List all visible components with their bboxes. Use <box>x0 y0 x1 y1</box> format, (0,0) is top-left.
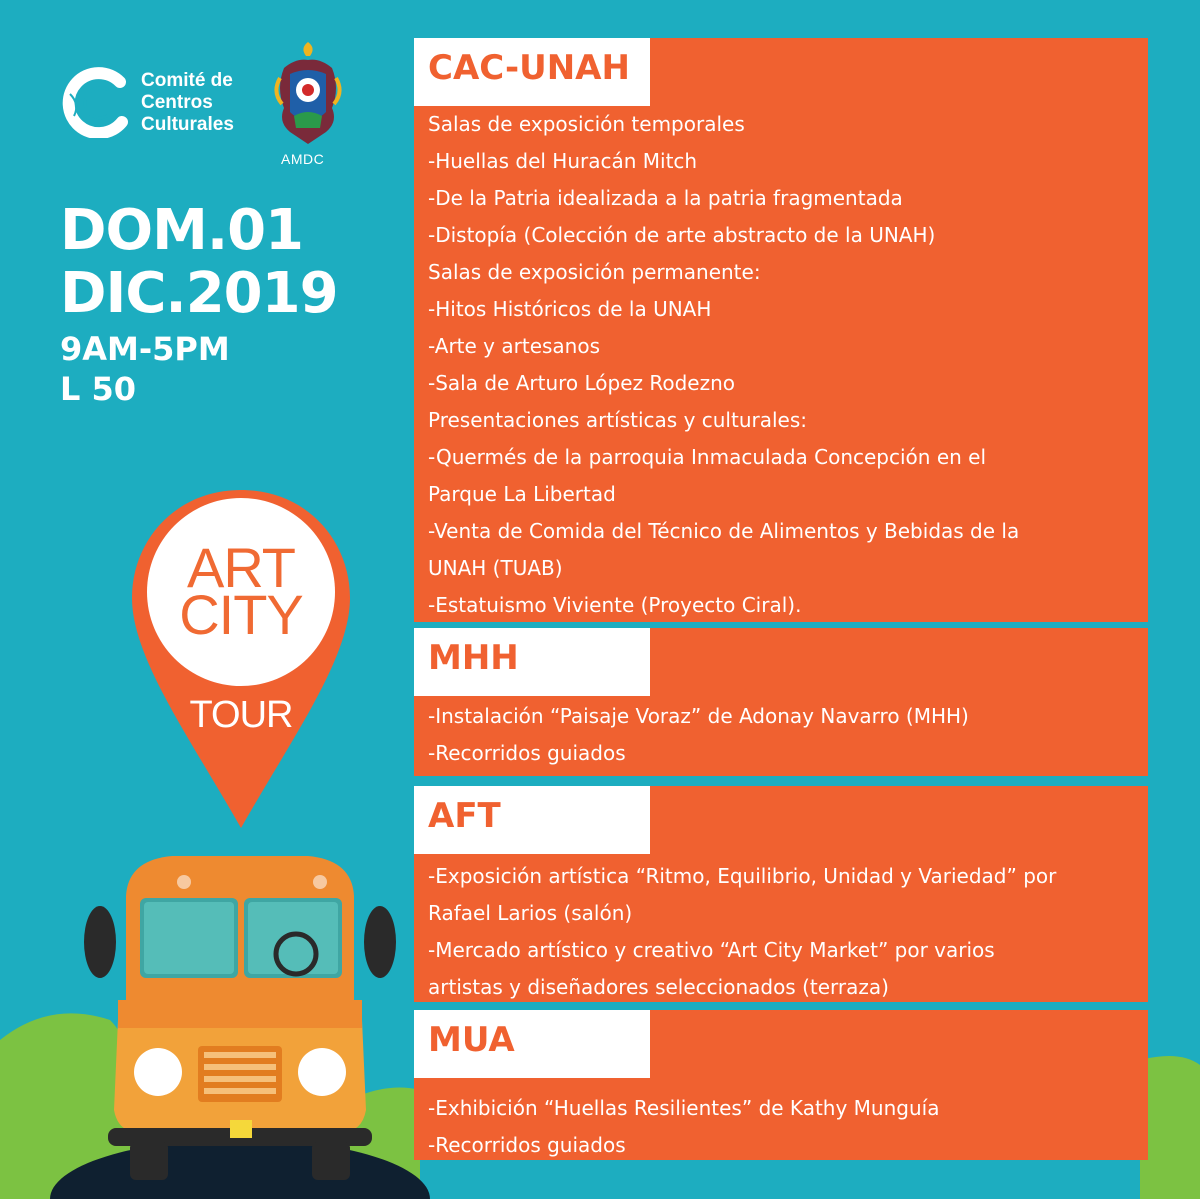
section-header <box>414 786 650 854</box>
list-item: -Quermés de la parroquia Inmaculada Concepción en el <box>428 445 987 469</box>
amdc-label: AMDC <box>281 151 325 167</box>
list-item: Salas de exposición temporales <box>428 112 745 136</box>
section-cac-unah <box>414 38 1148 622</box>
pin-tour-word: TOUR <box>189 694 293 736</box>
school-bus-illustration <box>72 850 408 1180</box>
list-item: -Huellas del Huracán Mitch <box>428 149 698 173</box>
section-mua <box>414 1010 1148 1160</box>
section-title: MHH <box>428 638 519 678</box>
list-item: -Hitos Históricos de la UNAH <box>428 297 712 321</box>
section-header <box>414 628 650 696</box>
list-item: Salas de exposición permanente: <box>428 260 761 284</box>
event-time: 9AM-5PM <box>60 330 230 368</box>
list-item: Parque La Libertad <box>428 482 616 506</box>
amdc-coat-of-arms-icon <box>270 38 346 148</box>
list-item: -Sala de Arturo López Rodezno <box>428 371 736 395</box>
ccc-logo-icon <box>60 64 134 138</box>
section-title: AFT <box>428 796 501 836</box>
list-item: -Mercado artístico y creativo “Art City Market” por varios <box>428 938 995 962</box>
list-item: -Exhibición “Huellas Resilientes” de Kathy Munguía <box>428 1096 940 1120</box>
list-item: -Instalación “Paisaje Voraz” de Adonay Navarro (MHH) <box>428 704 969 728</box>
list-item: -De la Patria idealizada a la patria fragmentada <box>428 186 903 210</box>
ccc-logo-text <box>141 70 234 136</box>
list-item: artistas y diseñadores seleccionados (terraza) <box>428 975 889 999</box>
list-item: -Recorridos guiados <box>428 741 626 765</box>
section-header <box>414 1010 650 1078</box>
logo-line: Centros <box>141 92 213 113</box>
pin-city-word: CITY <box>179 583 303 646</box>
list-item: -Arte y artesanos <box>428 334 601 358</box>
list-item: UNAH (TUAB) <box>428 556 563 580</box>
section-header <box>414 38 650 106</box>
list-item: -Estatuismo Viviente (Proyecto Ciral). <box>428 593 802 617</box>
logo-line: Comité de <box>141 70 233 91</box>
list-item: Rafael Larios (salón) <box>428 901 633 925</box>
event-date-month-year: DIC.2019 <box>60 261 338 326</box>
section-lines <box>428 106 1019 624</box>
section-aft <box>414 786 1148 1002</box>
event-date-day: DOM.01 <box>60 198 304 263</box>
logo-line: Culturales <box>141 114 234 135</box>
section-mhh <box>414 628 1148 776</box>
list-item: -Venta de Comida del Técnico de Alimentos y Bebidas de la <box>428 519 1020 543</box>
pin-art-word: ART <box>187 536 295 599</box>
event-price: L 50 <box>60 370 137 408</box>
list-item: -Recorridos guiados <box>428 1133 626 1157</box>
list-item: -Exposición artística “Ritmo, Equilibrio, Unidad y Variedad” por <box>428 864 1057 888</box>
list-item: Presentaciones artísticas y culturales: <box>428 408 808 432</box>
section-title: MUA <box>428 1020 515 1060</box>
section-lines <box>428 1090 939 1164</box>
section-lines <box>428 698 969 772</box>
list-item: -Distopía (Colección de arte abstracto de la UNAH) <box>428 223 936 247</box>
section-lines <box>428 858 1056 1006</box>
section-title: CAC-UNAH <box>428 48 630 88</box>
